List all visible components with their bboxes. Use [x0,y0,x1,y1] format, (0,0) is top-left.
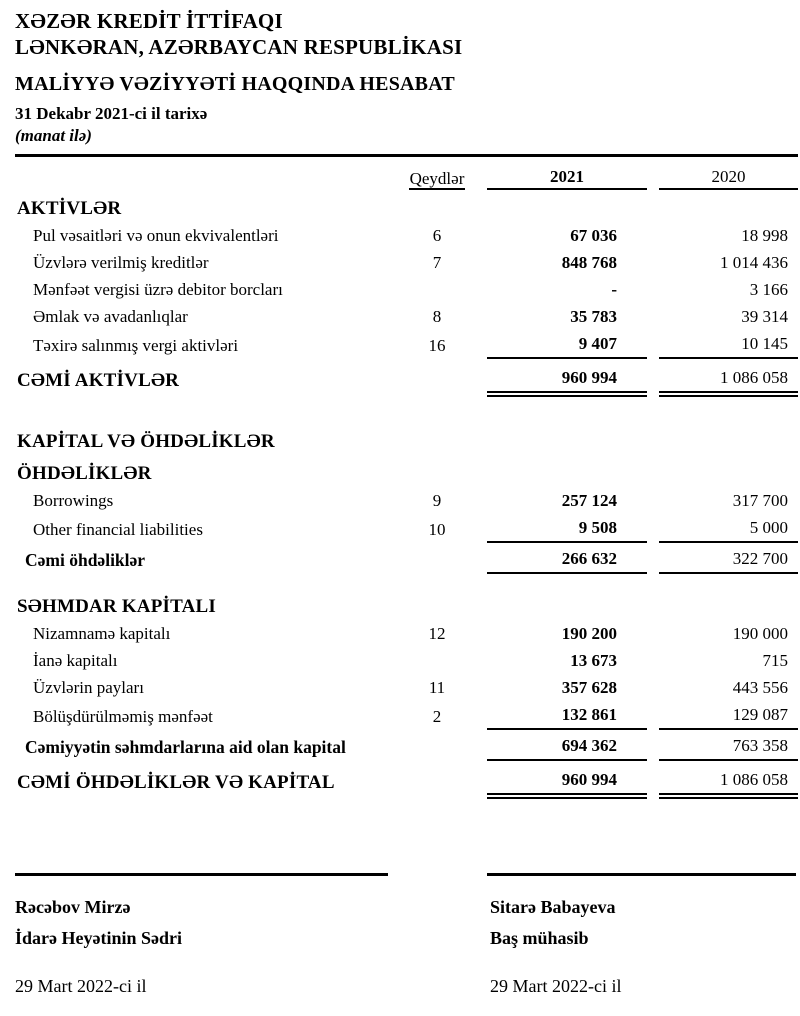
table-row [15,222,798,249]
value-2020: 443 556 [732,678,788,697]
currency-note: (manat ilə) [15,126,92,145]
signature-block-accountant [487,873,796,997]
note-reference: 12 [428,624,446,643]
row-label: Bölüşdürülməmiş mənfəət [33,707,213,726]
value-2021: 960 994 [487,364,647,397]
row-label: Cəmi öhdəliklər [25,550,146,570]
table-row [15,594,798,620]
value-2021: 357 628 [561,678,617,697]
table-row [15,647,798,674]
row-label: Mənfəət vergisi üzrə debitor borcları [33,280,283,299]
value-2021: 67 036 [570,226,617,245]
value-2021: 35 783 [570,307,617,326]
row-label: CƏMİ ÖHDƏLİKLƏR VƏ KAPİTAL [17,772,335,793]
value-2021: 848 768 [561,253,617,272]
note-reference: 8 [432,307,442,326]
signer-role-right: Baş mühasib [490,928,589,948]
table-row [15,487,798,514]
signer-role-left: İdarə Heyətinin Sədri [15,928,182,948]
row-label: Pul vəsaitləri və onun ekvivalentləri [33,226,279,245]
table-row [15,461,798,487]
note-reference: 11 [428,678,446,697]
value-2020: 1 086 058 [659,364,798,397]
value-2020: 317 700 [732,491,788,510]
value-2020: 715 [762,651,788,670]
row-label: Borrowings [33,491,114,510]
note-reference: 9 [432,491,442,510]
row-label: Üzvlərə verilmiş kreditlər [33,253,209,272]
value-2020: 190 000 [732,624,788,643]
table-row [15,620,798,647]
notes-column-header-text: Qeydlər [409,169,465,188]
value-2020: 129 087 [659,701,798,730]
row-label: Cəmiyyətin səhmdarlarına aid olan kapital [25,737,346,757]
signature-date-left: 29 Mart 2022-ci il [15,976,147,996]
signature-line-right [487,873,796,876]
signature-block-chairman [15,873,388,997]
value-2021: 13 673 [570,651,617,670]
row-label: AKTİVLƏR [17,198,122,219]
statement-title: MALİYYƏ VƏZİYYƏTİ HAQQINDA HESABAT [15,73,455,95]
value-2020: 39 314 [741,307,788,326]
row-label: Əmlak və avadanlıqlar [33,307,188,326]
row-label: SƏHMDAR KAPİTALI [17,596,216,617]
notes-column-header [387,168,487,190]
value-2020: 1 086 058 [659,766,798,799]
document-header [15,8,800,147]
organization-name: XƏZƏR KREDİT İTTİFAQI [15,9,283,33]
balance-sheet-table [15,166,798,799]
signer-name-right: Sitarə Babayeva [490,897,616,917]
row-label: Nizamnamə kapitalı [33,624,171,643]
row-label: ÖHDƏLİKLƏR [17,463,152,484]
value-2021: - [611,280,617,299]
value-2020: 763 358 [659,732,798,761]
value-2020: 322 700 [659,545,798,574]
note-reference: 6 [432,226,442,245]
header-divider-rule [15,154,798,157]
value-2021: 9 407 [487,330,647,359]
value-2021: 190 200 [561,624,617,643]
note-reference: 16 [428,336,446,355]
signature-line-left [15,873,388,876]
value-2020: 18 998 [741,226,788,245]
value-2020: 5 000 [659,514,798,543]
table-row [15,701,798,730]
table-row [15,276,798,303]
row-label: Təxirə salınmış vergi aktivləri [33,336,239,355]
value-2020: 1 014 436 [720,253,788,272]
year-2020-column-header: 2020 [659,166,798,190]
row-spacer [15,574,798,588]
table-row [15,761,798,799]
table-header-row [15,166,798,190]
note-reference: 10 [428,520,446,539]
table-row [15,330,798,359]
row-label: KAPİTAL VƏ ÖHDƏLİKLƏR [17,431,275,452]
note-reference: 7 [432,253,442,272]
value-2020: 10 145 [659,330,798,359]
statement-date: 31 Dekabr 2021-ci il tarixə [15,104,208,123]
year-2021-column-header: 2021 [487,166,647,190]
value-2021: 257 124 [561,491,617,510]
table-row [15,730,798,761]
row-label: Üzvlərin payları [33,678,144,697]
table-row [15,249,798,276]
signature-date-right: 29 Mart 2022-ci il [490,976,622,996]
row-label: CƏMİ AKTİVLƏR [17,370,180,391]
table-row [15,429,798,455]
value-2020: 3 166 [749,280,788,299]
value-2021: 132 861 [487,701,647,730]
table-row [15,196,798,222]
table-row [15,303,798,330]
note-reference: 2 [432,707,442,726]
value-2021: 9 508 [487,514,647,543]
row-label: Other financial liabilities [33,520,203,539]
value-2021: 960 994 [487,766,647,799]
table-row [15,674,798,701]
value-2021: 694 362 [487,732,647,761]
table-body [15,196,798,799]
table-row [15,514,798,543]
signature-section [15,873,800,997]
row-label: İanə kapitalı [33,651,118,670]
table-row [15,543,798,574]
signer-name-left: Rəcəbov Mirzə [15,897,131,917]
organization-location: LƏNKƏRAN, AZƏRBAYCAN RESPUBLİKASI [15,35,463,59]
value-2021: 266 632 [487,545,647,574]
table-row [15,359,798,397]
row-spacer [15,397,798,423]
